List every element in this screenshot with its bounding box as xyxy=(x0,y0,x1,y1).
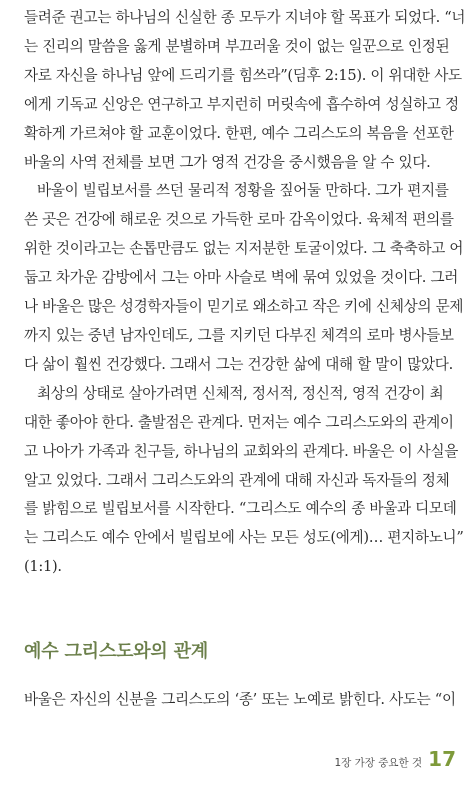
chapter-label: 1장 가장 중요한 것 xyxy=(334,757,423,769)
paragraph-2 xyxy=(24,177,464,379)
text-line: 확하게 가르쳐야 할 교훈이었다. 한편, 예수 그리스도의 복음을 선포한 xyxy=(24,124,454,142)
text-line: 대한 좋아야 한다. 출발점은 관계다. 먼저는 예수 그리스도와의 관계이 xyxy=(24,413,454,431)
text-line: 최상의 상태로 살아가려면 신체적, 정서적, 정신적, 영적 건강이 최 xyxy=(37,384,444,402)
text-line: 자로 자신을 하나님 앞에 드리기를 힘쓰라”(딤후 2:15). 이 위대한 사도 xyxy=(24,66,462,84)
text-line: 는 진리의 말씀을 옳게 분별하며 부끄러울 것이 없는 일꾼으로 인정된 xyxy=(24,37,450,55)
section-heading: 예수 그리스도와의 관계 xyxy=(24,641,209,663)
text-line: 들려준 권고는 하나님의 신실한 종 모두가 지녀야 할 목표가 되었다. “너 xyxy=(24,9,466,26)
paragraph-4 xyxy=(24,686,454,715)
text-line: 고 나아가 가족과 친구들, 하나님의 교회와의 관계다. 바울은 이 사실을 xyxy=(24,442,459,460)
page-number: 17 xyxy=(428,747,456,771)
text-line: 알고 있었다. 그래서 그리스도와의 관계에 대해 자신과 독자들의 정체 xyxy=(24,471,450,489)
page-footer xyxy=(334,747,456,771)
text-line: 바울의 사역 전체를 보면 그가 영적 건강을 중시했음을 알 수 있다. xyxy=(24,153,431,171)
text-line: 바울은 자신의 신분을 그리스도의 ‘종’ 또는 노예로 밝힌다. 사도는 “이 xyxy=(24,691,456,709)
page-body xyxy=(24,4,466,715)
text-line: 에게 기독교 신앙은 연구하고 부지런히 머릿속에 흡수하여 성실하고 정 xyxy=(24,95,459,113)
text-line: 둡고 차가운 감방에서 그는 아마 사슬로 벽에 묶여 있었을 것이다. 그러 xyxy=(24,269,459,287)
text-line: 까지 있는 중년 남자인데도, 그를 지키던 다부진 체격의 로마 병사들보 xyxy=(24,326,454,344)
text-line: 바울이 빌립보서를 쓰던 물리적 정황을 짚어둘 만하다. 그가 편지를 xyxy=(37,182,449,200)
heading-spacer xyxy=(24,666,454,686)
text-line: 다 삶이 훨씬 건강했다. 그래서 그는 건강한 삶에 대해 할 말이 많았다. xyxy=(24,355,453,373)
section-spacer xyxy=(24,582,454,638)
text-line: 를 밝힘으로 빌립보서를 시작한다. “그리스도 예수의 종 바울과 디모데 xyxy=(24,500,457,518)
text-line: 는 그리스도 예수 안에서 빌립보에 사는 모든 성도(에게)… 편지하노니” xyxy=(24,529,464,547)
text-line: 나 바울은 많은 성경학자들이 믿기로 왜소하고 작은 키에 신체상의 문제 xyxy=(24,298,464,316)
paragraph-1 xyxy=(24,4,466,177)
text-line: 쓴 곳은 건강에 해로운 것으로 가득한 로마 감옥이었다. 육체적 편의를 xyxy=(24,211,454,229)
text-line: 위한 것이라고는 손톱만큼도 없는 지저분한 토굴이었다. 그 축축하고 어 xyxy=(24,240,464,258)
paragraph-3 xyxy=(24,380,464,582)
text-line: (1:1). xyxy=(24,558,62,576)
